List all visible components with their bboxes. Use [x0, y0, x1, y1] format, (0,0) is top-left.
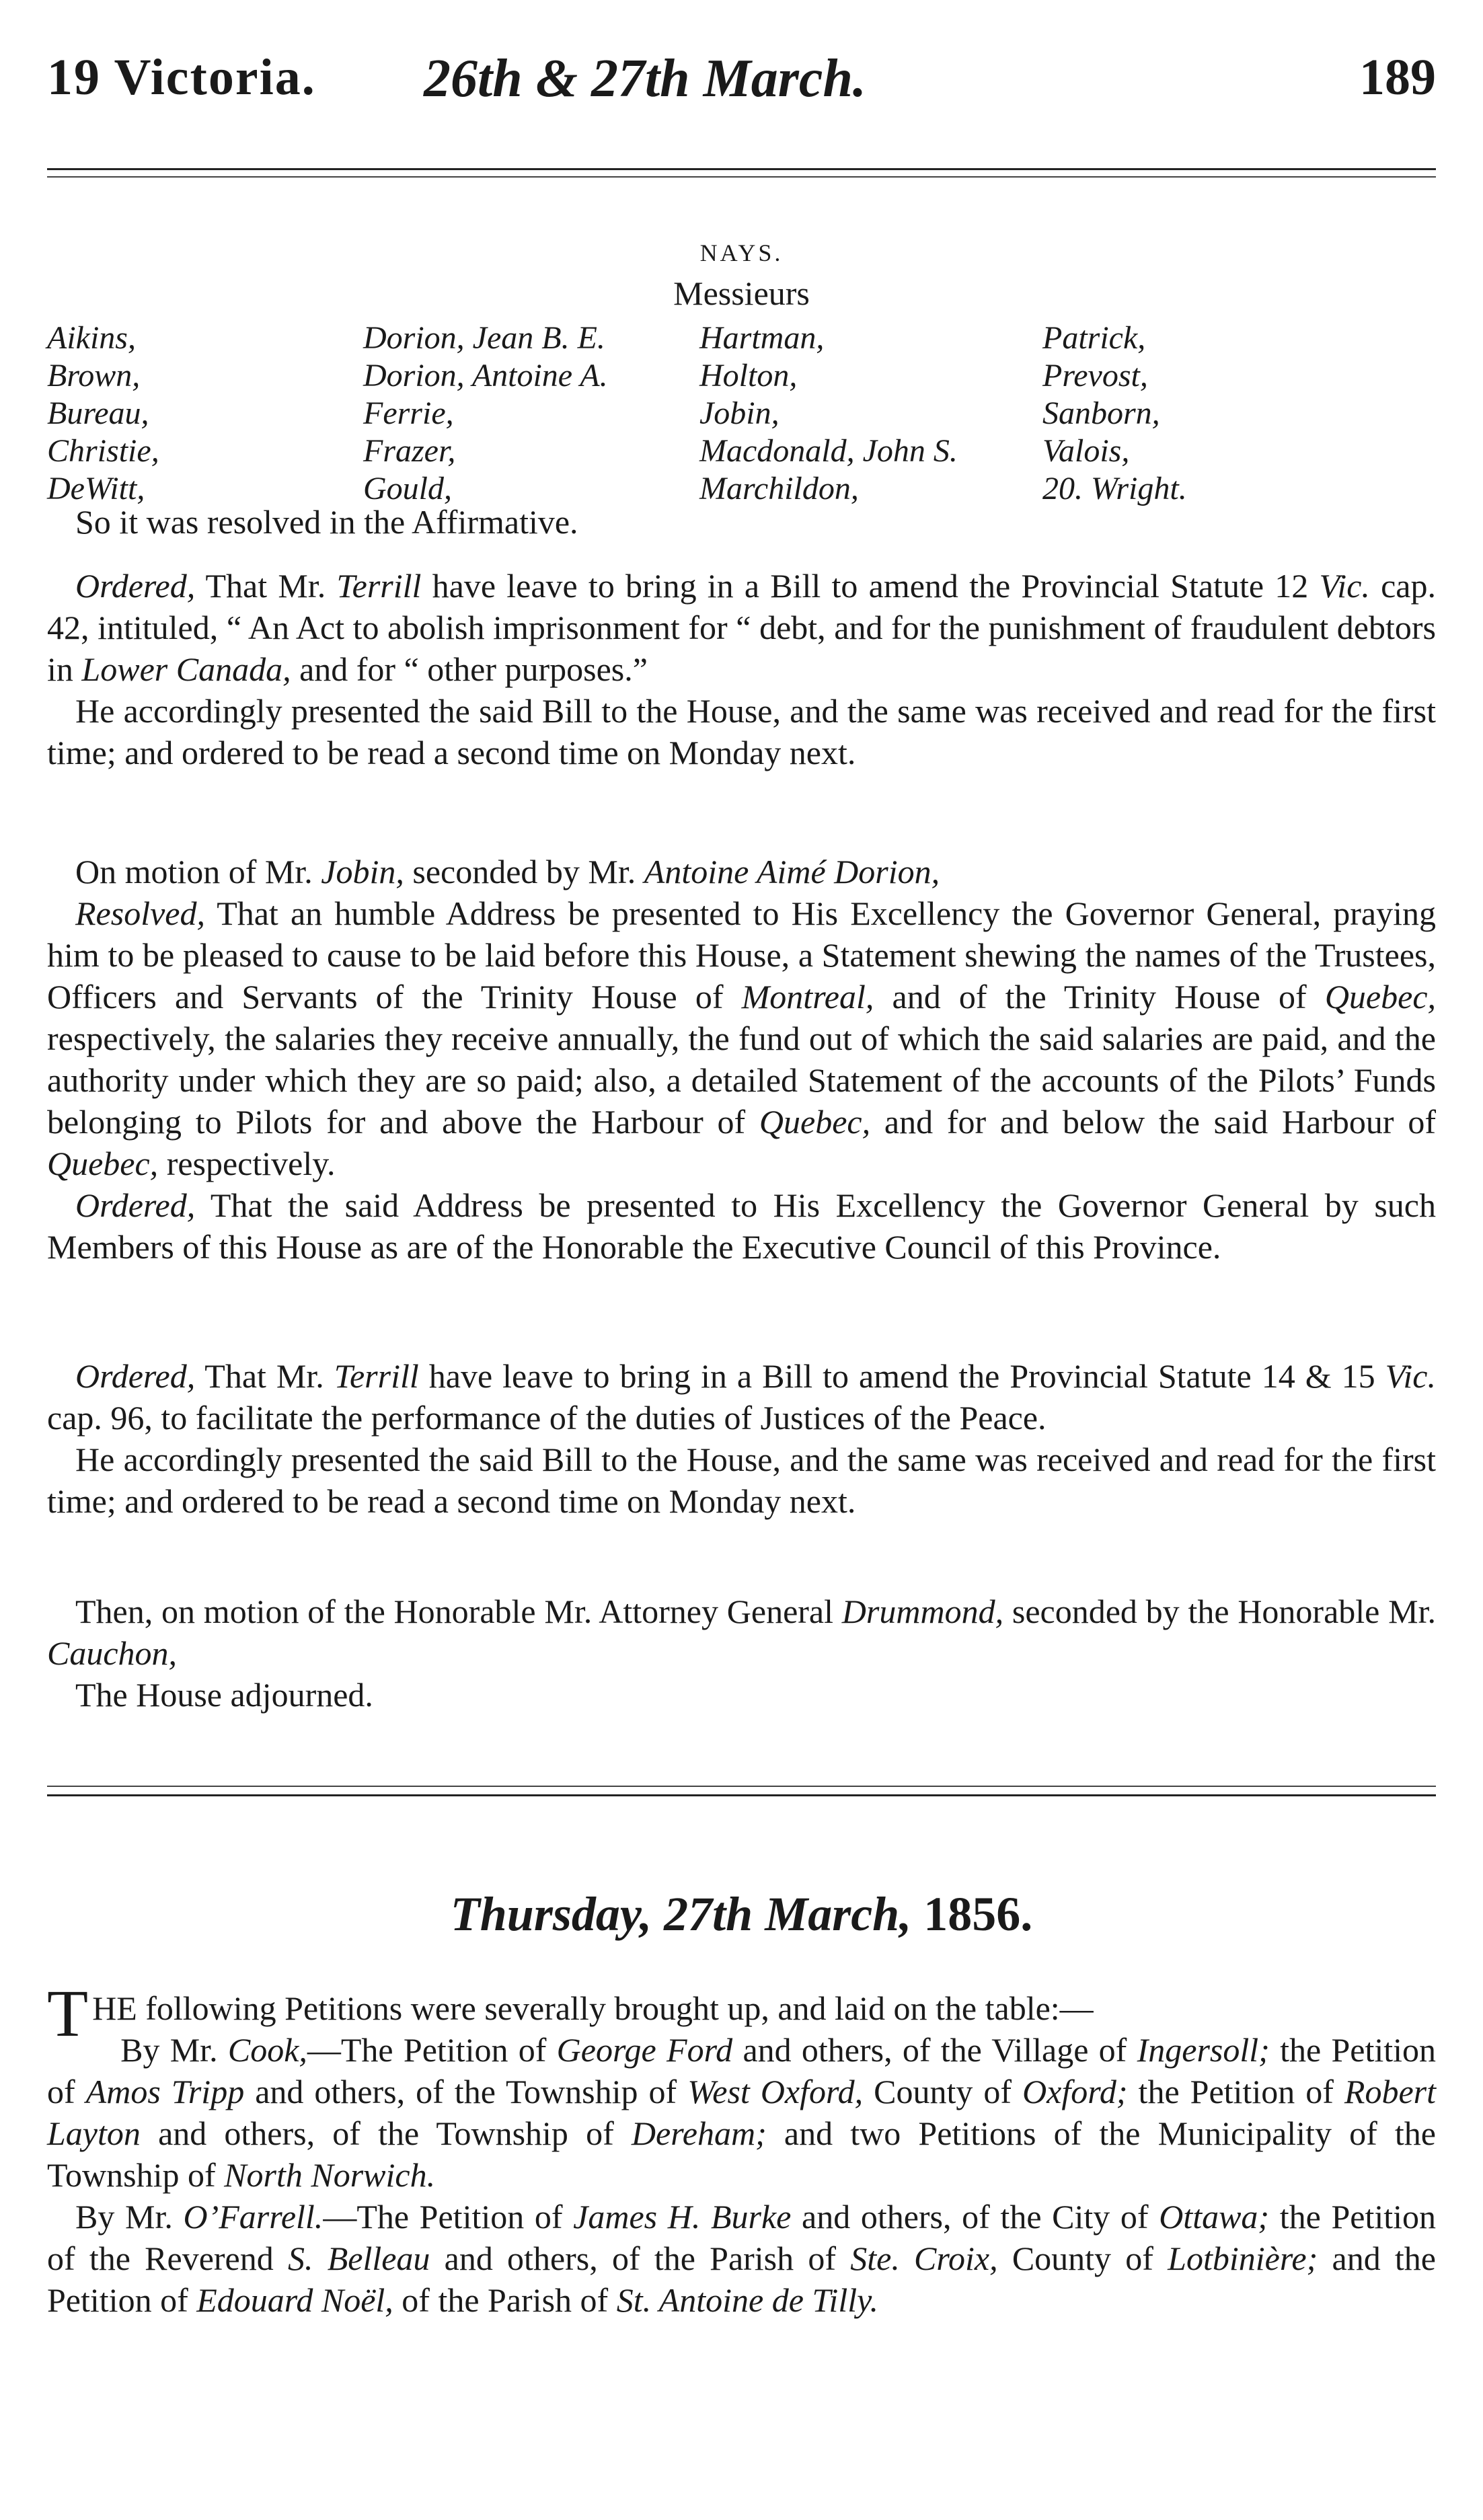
- member-name: Macdonald, John S.: [699, 433, 958, 469]
- ordered-label: Ordered,: [75, 567, 196, 605]
- member-name: Cauchon,: [47, 1634, 178, 1672]
- section-rule-bottom: [47, 1794, 1436, 1796]
- paragraph-trinity-house-address: [47, 851, 1436, 1268]
- member-name: Dorion, Jean B. E.: [363, 320, 605, 356]
- vote-result: [47, 501, 1436, 543]
- member-name: Prevost,: [1042, 358, 1148, 393]
- member-name: 20. Wright.: [1042, 471, 1187, 506]
- section-year: 1856.: [911, 1887, 1033, 1941]
- place-name: Quebec,: [1324, 978, 1437, 1016]
- paragraph-adjournment: [47, 1591, 1436, 1716]
- member-name: Sanborn,: [1042, 395, 1160, 431]
- order-text: Ordered, That Mr. Terrill have leave to bring in a Bill to amend the Provincial Statute 12 Vic. cap. 42, intituled, “ An Act to abolish imprisonment for “ debt, and for the punishment of fraudulent debtors in Lower Canada, and for “ other purposes.”: [47, 567, 1436, 688]
- member-name: Holton,: [699, 358, 798, 393]
- reading-text: He accordingly presented the said Bill to the House, and the same was received and read for the first time; and ordered to be read a second time on Monday next.: [47, 692, 1436, 771]
- paragraph-terrill-bill-2: [47, 1355, 1436, 1522]
- motion-text: On motion of Mr. Jobin, seconded by Mr. Antoine Aimé Dorion,: [75, 853, 940, 890]
- member-name: Dorion, Antoine A.: [363, 358, 608, 393]
- member-name: DeWitt,: [47, 471, 145, 506]
- nays-list: [47, 319, 1433, 508]
- member-name: Drummond,: [841, 1593, 1004, 1630]
- section-date: 27th March,: [652, 1887, 912, 1941]
- reading-text: He accordingly presented the said Bill to the House, and the same was received and read for the first time; and ordered to be read a second time on Monday next.: [47, 1441, 1436, 1520]
- section-title: [47, 1886, 1436, 1942]
- header-date: 26th & 27th March.: [424, 49, 866, 108]
- section-day: Thursday,: [450, 1887, 652, 1941]
- member-name: Ferrie,: [363, 395, 454, 431]
- place-name: Montreal,: [741, 978, 874, 1016]
- ordered-label: Ordered,: [75, 1186, 196, 1224]
- header-rule-top: [47, 168, 1436, 170]
- nays-column-4: [1042, 319, 1433, 508]
- member-name: Jobin,: [321, 853, 404, 890]
- drop-cap: T: [47, 1976, 89, 2051]
- member-name: Patrick,: [1042, 320, 1146, 356]
- member-name: Terrill: [334, 1357, 419, 1395]
- order-text: Ordered, That the said Address be presented to His Excellency the Governor General by such Members of this House as are of the Honorable the Executive Council of this Province.: [47, 1186, 1436, 1266]
- member-name: Marchildon,: [699, 471, 859, 506]
- member-name: Brown,: [47, 358, 141, 393]
- adjournment-text: The House adjourned.: [75, 1676, 373, 1714]
- member-name: Frazer,: [363, 433, 456, 469]
- nays-column-1: [47, 319, 363, 508]
- order-text: Ordered, That Mr. Terrill have leave to bring in a Bill to amend the Provincial Statute 14 & 15 Vic. cap. 96, to facilitate the performance of the duties of Justices of the Peace.: [47, 1357, 1436, 1437]
- place-name: Lower Canada,: [81, 650, 291, 688]
- nays-column-3: [699, 319, 1042, 508]
- petition-entry-cook: By Mr. Cook,—The Petition of George Ford and others, of the Village of Ingersoll; the Petition of Amos Tripp and others, of the Township of West Oxford, County of Oxford; the Petition of Robert Layton and others, of the Township of Dereham; and two Petitions of the Municipality of the Township of North Norwich.: [47, 2031, 1437, 2194]
- motion-text: Then, on motion of the Honorable Mr. Attorney General Drummond, seconded by the Honorable Mr. Cauchon,: [47, 1593, 1436, 1672]
- member-name: Jobin,: [699, 395, 779, 431]
- section-rule-top: [47, 1786, 1436, 1787]
- nays-subheading: Messieurs: [673, 274, 810, 312]
- nays-column-2: [363, 319, 699, 508]
- member-name: Gould,: [363, 471, 452, 506]
- member-name: Antoine Aimé Dorion,: [644, 853, 940, 890]
- member-name: Aikins,: [47, 320, 136, 356]
- place-name: Quebec,: [47, 1145, 159, 1182]
- member-name: Terrill: [336, 567, 422, 605]
- petitions-intro: THE following Petitions were severally brought up, and laid on the table:—: [47, 1976, 1094, 2051]
- ordered-label: Ordered,: [75, 1357, 196, 1395]
- resolved-label: Resolved,: [75, 894, 205, 932]
- member-name: Valois,: [1042, 433, 1130, 469]
- member-name: Cook,: [227, 2031, 307, 2069]
- place-name: Quebec,: [759, 1103, 871, 1141]
- paragraph-terrill-bill-1: [47, 565, 1436, 773]
- header-regnal-year: 19 Victoria.: [47, 49, 316, 106]
- member-name: Hartman,: [699, 320, 825, 356]
- member-name: Christie,: [47, 433, 159, 469]
- header-rule-bottom: [47, 176, 1436, 178]
- nays-heading: NAYS.: [699, 239, 784, 266]
- member-name: O’Farrell.: [183, 2198, 324, 2236]
- petitions-section: [47, 1976, 1437, 2321]
- running-header: [47, 48, 1436, 122]
- page-number: 189: [1359, 49, 1436, 106]
- member-name: Bureau,: [47, 395, 149, 431]
- vote-result-text: So it was resolved in the Affirmative.: [75, 503, 578, 541]
- petition-entry-ofarrell: By Mr. O’Farrell.—The Petition of James H. Burke and others, of the City of Ottawa; the Petition of the Reverend S. Belleau and others, of the Parish of Ste. Croix, County of Lotbinière; and the Petition of Edouard Noël, of the Parish of St. Antoine de Tilly.: [47, 2198, 1437, 2319]
- resolution-text: Resolved, That an humble Address be presented to His Excellency the Governor General, praying him to be pleased to cause to be laid before this House, a Statement shewing the names of the Trustees, Officers and Servants of the Trinity House of Montreal, and of the Trinity House of Quebec, respectively, the salaries they receive annually, the fund out of which the said salaries are paid, and the authority under which they are so paid; also, a detailed Statement of the accounts of the Pilots’ Funds belonging to Pilots for and above the Harbour of Quebec, and for and below the said Harbour of Quebec, respectively.: [47, 894, 1437, 1182]
